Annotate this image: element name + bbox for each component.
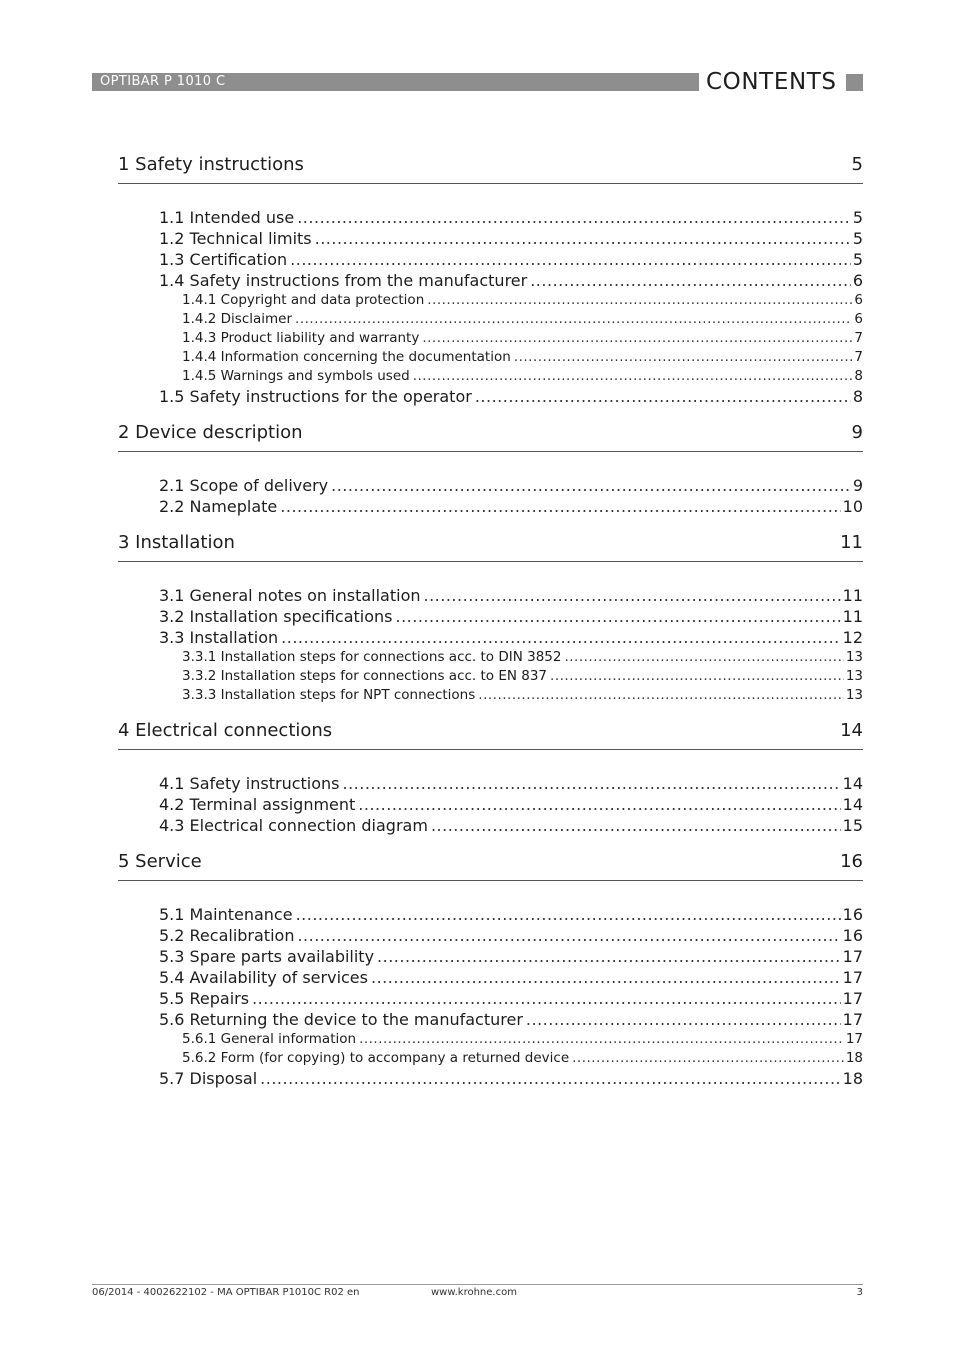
entry-page: 12 (842, 628, 863, 647)
dot-leader (290, 249, 851, 270)
entry-page: 6 (852, 271, 863, 290)
chapter-page: 9 (851, 422, 863, 443)
entry-page: 17 (842, 989, 863, 1008)
entry-page: 18 (845, 1050, 863, 1066)
website-link[interactable]: www.krohne.com (431, 1287, 517, 1298)
toc-entry[interactable] (118, 794, 863, 815)
toc-entry[interactable] (118, 291, 863, 310)
entry-title: 1.4.1 Copyright and data protection (182, 292, 425, 308)
entry-page: 11 (842, 586, 863, 605)
dot-leader (358, 794, 840, 815)
toc-entry[interactable] (118, 207, 863, 228)
entry-title: 1.3 Certification (159, 250, 288, 269)
entry-page: 14 (842, 774, 863, 793)
chapter-title: 1 Safety instructions (118, 154, 304, 175)
entry-title: 1.4.3 Product liability and warranty (182, 330, 420, 346)
toc-entry[interactable] (118, 249, 863, 270)
toc-entry-list (118, 562, 863, 718)
chapter-page: 11 (840, 532, 863, 553)
entry-title: 1.4.5 Warnings and symbols used (182, 368, 410, 384)
dot-leader (530, 270, 851, 291)
chapter-title: 3 Installation (118, 532, 235, 553)
toc-entry-list (118, 750, 863, 849)
page-footer (92, 1284, 863, 1298)
dot-leader (431, 815, 841, 836)
toc-entry-list (118, 452, 863, 530)
toc-entry[interactable] (118, 904, 863, 925)
table-of-contents (118, 152, 863, 1102)
dot-leader (260, 1068, 840, 1089)
dot-leader (297, 925, 840, 946)
toc-entry[interactable] (118, 627, 863, 648)
toc-chapter[interactable] (118, 718, 863, 750)
entry-page: 17 (842, 1010, 863, 1029)
entry-page: 18 (842, 1069, 863, 1088)
dot-leader (371, 967, 841, 988)
dot-leader (280, 496, 840, 517)
entry-page: 17 (842, 968, 863, 987)
entry-title: 3.3 Installation (159, 628, 279, 647)
header-square-mark (846, 74, 863, 91)
page-title: CONTENTS (706, 69, 837, 95)
entry-page: 13 (845, 668, 863, 684)
entry-page: 6 (854, 292, 863, 308)
toc-entry[interactable] (118, 270, 863, 291)
entry-title: 1.4 Safety instructions from the manufacturer (159, 271, 528, 290)
toc-chapter[interactable] (118, 420, 863, 452)
toc-entry[interactable] (118, 967, 863, 988)
document-id: 06/2014 - 4002622102 - MA OPTIBAR P1010C R02 en (92, 1287, 360, 1298)
dot-leader (377, 946, 841, 967)
page-header (92, 69, 863, 95)
dot-leader (315, 228, 851, 249)
toc-entry[interactable] (118, 1068, 863, 1089)
entry-title: 5.6 Returning the device to the manufacturer (159, 1010, 523, 1029)
entry-page: 17 (842, 947, 863, 966)
entry-title: 5.6.2 Form (for copying) to accompany a returned device (182, 1050, 570, 1066)
entry-page: 5 (852, 208, 863, 227)
entry-title: 4.3 Electrical connection diagram (159, 816, 428, 835)
toc-entry[interactable] (118, 475, 863, 496)
dot-leader (395, 606, 840, 627)
toc-entry[interactable] (118, 648, 863, 667)
entry-page: 16 (842, 905, 863, 924)
product-name: OPTIBAR P 1010 C (92, 73, 699, 91)
toc-entry[interactable] (118, 815, 863, 836)
entry-page: 6 (854, 311, 863, 327)
toc-entry[interactable] (118, 686, 863, 705)
entry-title: 5.7 Disposal (159, 1069, 258, 1088)
entry-page: 17 (845, 1031, 863, 1047)
toc-entry[interactable] (118, 1030, 863, 1049)
entry-title: 5.6.1 General information (182, 1031, 357, 1047)
entry-title: 1.5 Safety instructions for the operator (159, 387, 472, 406)
toc-entry[interactable] (118, 1009, 863, 1030)
page-number: 3 (856, 1287, 863, 1298)
entry-page: 13 (845, 687, 863, 703)
toc-entry[interactable] (118, 1049, 863, 1068)
entry-page: 8 (854, 368, 863, 384)
toc-entry[interactable] (118, 773, 863, 794)
toc-entry[interactable] (118, 667, 863, 686)
chapter-title: 5 Service (118, 851, 202, 872)
entry-title: 3.3.3 Installation steps for NPT connections (182, 687, 476, 703)
entry-title: 5.4 Availability of services (159, 968, 368, 987)
entry-title: 3.3.1 Installation steps for connections acc. to DIN 3852 (182, 649, 562, 665)
dot-leader (296, 904, 841, 925)
toc-entry-list (118, 184, 863, 420)
entry-title: 4.2 Terminal assignment (159, 795, 356, 814)
entry-page: 5 (852, 250, 863, 269)
entry-title: 5.1 Maintenance (159, 905, 293, 924)
entry-page: 11 (842, 607, 863, 626)
dot-leader (526, 1009, 841, 1030)
chapter-page: 14 (840, 720, 863, 741)
entry-title: 2.2 Nameplate (159, 497, 278, 516)
entry-page: 7 (854, 330, 863, 346)
entry-page: 10 (842, 497, 863, 516)
dot-leader (564, 648, 843, 667)
dot-leader (422, 329, 852, 348)
dot-leader (514, 348, 853, 367)
toc-entry[interactable] (118, 606, 863, 627)
entry-page: 14 (842, 795, 863, 814)
chapter-title: 4 Electrical connections (118, 720, 333, 741)
toc-entry[interactable] (118, 925, 863, 946)
toc-entry[interactable] (118, 348, 863, 367)
toc-entry[interactable] (118, 585, 863, 606)
dot-leader (295, 310, 852, 329)
entry-title: 3.1 General notes on installation (159, 586, 421, 605)
toc-entry-list (118, 881, 863, 1102)
entry-title: 3.3.2 Installation steps for connections acc. to EN 837 (182, 668, 548, 684)
entry-title: 1.4.2 Disclaimer (182, 311, 293, 327)
toc-entry[interactable] (118, 367, 863, 386)
dot-leader (572, 1049, 844, 1068)
entry-title: 5.3 Spare parts availability (159, 947, 375, 966)
entry-page: 16 (842, 926, 863, 945)
entry-title: 4.1 Safety instructions (159, 774, 340, 793)
toc-entry[interactable] (118, 310, 863, 329)
dot-leader (297, 207, 851, 228)
dot-leader (478, 686, 844, 705)
toc-entry[interactable] (118, 228, 863, 249)
dot-leader (343, 773, 841, 794)
dot-leader (475, 386, 851, 407)
dot-leader (427, 291, 852, 310)
entry-title: 1.4.4 Information concerning the documentation (182, 349, 511, 365)
dot-leader (281, 627, 840, 648)
toc-chapter[interactable] (118, 530, 863, 562)
dot-leader (550, 667, 844, 686)
dot-leader (331, 475, 851, 496)
entry-page: 13 (845, 649, 863, 665)
entry-page: 9 (852, 476, 863, 495)
entry-title: 1.2 Technical limits (159, 229, 312, 248)
entry-page: 7 (854, 349, 863, 365)
dot-leader (252, 988, 841, 1009)
dot-leader (359, 1030, 844, 1049)
toc-chapter[interactable] (118, 152, 863, 184)
entry-title: 2.1 Scope of delivery (159, 476, 329, 495)
chapter-page: 16 (840, 851, 863, 872)
toc-entry[interactable] (118, 946, 863, 967)
toc-entry[interactable] (118, 496, 863, 517)
dot-leader (424, 585, 841, 606)
dot-leader (413, 367, 853, 386)
entry-title: 1.1 Intended use (159, 208, 295, 227)
entry-page: 5 (852, 229, 863, 248)
entry-title: 5.5 Repairs (159, 989, 250, 1008)
entry-title: 3.2 Installation specifications (159, 607, 393, 626)
entry-page: 8 (852, 387, 863, 406)
toc-entry[interactable] (118, 329, 863, 348)
toc-entry[interactable] (118, 386, 863, 407)
entry-title: 5.2 Recalibration (159, 926, 295, 945)
toc-chapter[interactable] (118, 849, 863, 881)
chapter-page: 5 (851, 154, 863, 175)
chapter-title: 2 Device description (118, 422, 303, 443)
toc-entry[interactable] (118, 988, 863, 1009)
entry-page: 15 (842, 816, 863, 835)
